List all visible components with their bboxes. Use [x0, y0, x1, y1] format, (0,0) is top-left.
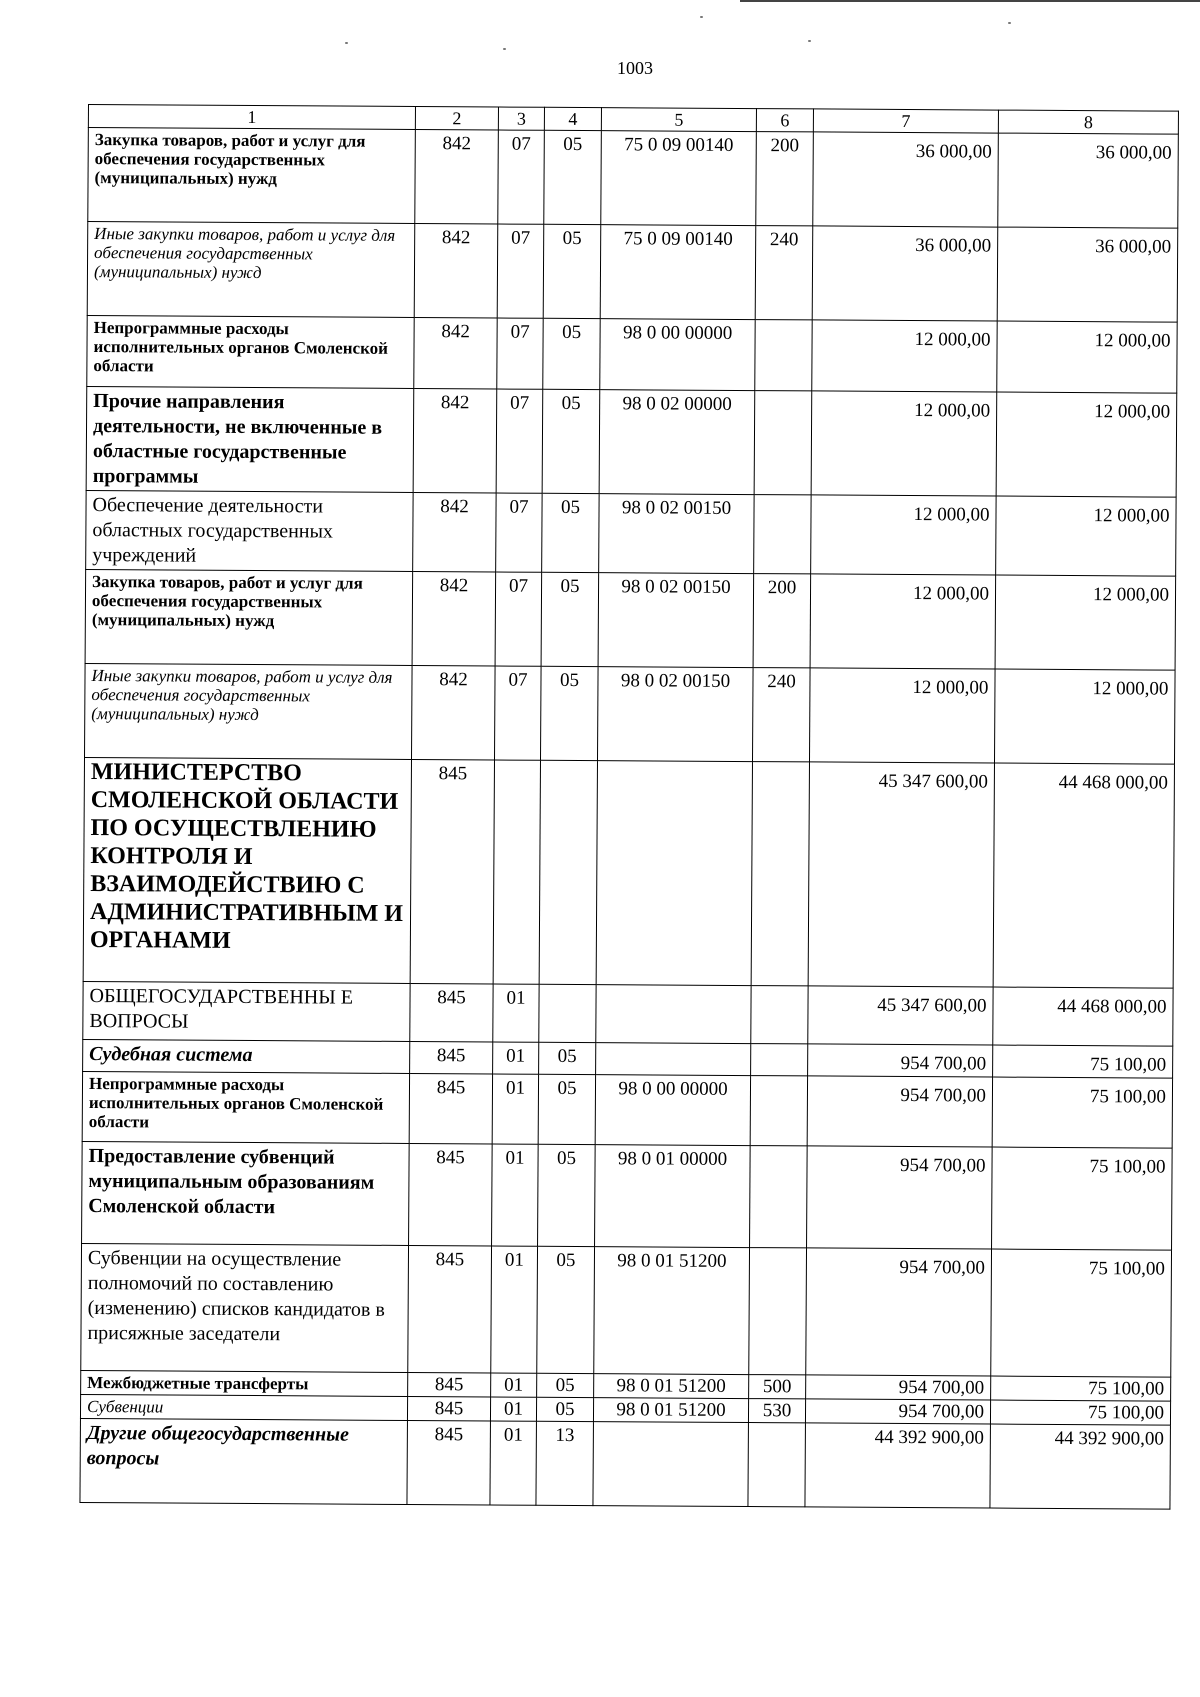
cell-col7 [807, 1076, 992, 1147]
cell-col2: 845 [408, 1245, 492, 1373]
cell-col6 [750, 1146, 808, 1248]
amount-value: 12 000,00 [1094, 401, 1171, 423]
cell-col2: 845 [409, 1073, 492, 1144]
cell-col8 [993, 1045, 1173, 1078]
budget-table [79, 104, 1179, 1510]
cell-col5 [593, 1422, 749, 1507]
cell-col5: 98 0 01 00000 [595, 1145, 751, 1248]
column-header: 1 [88, 105, 415, 130]
cell-col5: 98 0 01 51200 [593, 1398, 748, 1423]
cell-col7 [811, 495, 996, 575]
cell-col2: 842 [412, 571, 496, 666]
cell-col7 [812, 226, 998, 321]
amount-value: 12 000,00 [912, 583, 990, 605]
table-row [86, 386, 1177, 497]
cell-col4: 05 [539, 1042, 596, 1074]
cell-col4: 05 [537, 1246, 595, 1373]
table-row [85, 569, 1176, 670]
table-row [83, 981, 1173, 1046]
cell-col7 [808, 762, 994, 987]
cell-col3: 01 [493, 1042, 539, 1074]
cell-col3: 01 [490, 1397, 536, 1421]
cell-col6: 500 [749, 1375, 806, 1399]
table-row [80, 1418, 1170, 1509]
cell-col8 [992, 1147, 1173, 1250]
table-row [82, 1071, 1172, 1148]
cell-col3: 01 [490, 1421, 537, 1505]
cell-col6 [750, 1076, 807, 1146]
cell-col2: 842 [412, 665, 496, 760]
cell-col2: 845 [408, 1372, 491, 1397]
cell-col8 [995, 575, 1176, 670]
table-row [83, 757, 1174, 988]
cell-col4 [539, 984, 596, 1042]
cell-col5: 98 0 02 00150 [598, 573, 754, 668]
cell-col6 [754, 391, 812, 495]
scan-speck [700, 16, 703, 18]
cell-col5 [596, 761, 752, 986]
cell-col8 [997, 227, 1178, 322]
row-name: Межбюджетные трансферты [81, 1370, 408, 1396]
amount-value: 36 000,00 [915, 235, 992, 257]
cell-col8: 44 392 900,00 [990, 1424, 1171, 1509]
amount-value: 75 100,00 [1090, 1054, 1167, 1076]
cell-col4: 05 [541, 572, 599, 666]
amount-value: 44 468 000,00 [1057, 995, 1167, 1018]
cell-col4: 05 [536, 1397, 593, 1421]
amount-value: 954 700,00 [899, 1154, 986, 1177]
row-name: Иные закупки товаров, работ и услуг для обеспечения государственных (муниципальных) нужд [87, 222, 415, 318]
column-header: 2 [415, 107, 498, 131]
cell-col4: 05 [542, 389, 600, 493]
cell-col8 [996, 392, 1177, 497]
cell-col2: 842 [414, 223, 498, 318]
cell-col3: 01 [493, 984, 539, 1042]
amount-value: 44 468 000,00 [1058, 771, 1168, 794]
cell-col6 [749, 1248, 807, 1375]
amount-value: 954 700,00 [900, 1084, 987, 1107]
cell-col7 [811, 391, 997, 496]
cell-col7 [812, 320, 997, 392]
cell-col2: 842 [413, 492, 496, 572]
amount-value: 36 000,00 [915, 141, 992, 163]
cell-col3: 07 [495, 572, 542, 666]
row-name: Судебная система [83, 1039, 410, 1073]
cell-col2: 845 [410, 1041, 493, 1074]
cell-col2: 845 [407, 1396, 490, 1421]
cell-col4: 05 [542, 493, 599, 572]
row-name: Обеспечение деятельности областных государственных учреждений [86, 490, 413, 571]
cell-col4: 05 [543, 224, 601, 318]
cell-col5 [596, 1043, 751, 1076]
cell-col5: 98 0 00 00000 [595, 1075, 750, 1146]
cell-col4: 05 [543, 318, 600, 389]
row-name: Прочие направления деятельности, не включенные в областные государственные программы [86, 386, 414, 492]
page-number: 1003 [617, 58, 653, 78]
amount-value: 12 000,00 [1092, 678, 1169, 700]
cell-col7 [810, 574, 996, 669]
cell-col5: 75 0 09 00140 [600, 225, 756, 320]
cell-col4: 13 [536, 1421, 594, 1505]
cell-col7: 44 392 900,00 [805, 1423, 991, 1508]
amount-value: 36 000,00 [1095, 142, 1172, 164]
cell-col6 [754, 495, 811, 574]
table-row [86, 490, 1176, 576]
cell-col6: 530 [748, 1399, 805, 1423]
column-header: 4 [544, 107, 601, 130]
row-name: Субвенции на осуществление полномочий по составлению (изменению) списков кандидатов в присяжные заседатели [81, 1243, 409, 1372]
cell-col8: 75 100,00 [990, 1400, 1170, 1425]
amount-value: 12 000,00 [913, 504, 990, 526]
table-row [88, 128, 1179, 229]
cell-col6: 240 [755, 226, 813, 320]
amount-value: 45 347 600,00 [877, 994, 987, 1017]
amount-value: 75 100,00 [1089, 1156, 1166, 1178]
amount-value: 36 000,00 [1095, 236, 1172, 258]
amount-value: 954 700,00 [900, 1052, 987, 1075]
cell-col2: 842 [413, 388, 497, 493]
cell-col4: 05 [538, 1074, 595, 1144]
cell-col6 [751, 1044, 808, 1076]
cell-col8 [996, 496, 1176, 576]
row-name: Непрограммные расходы исполнительных органов Смоленской области [87, 315, 414, 388]
cell-col7 [808, 1044, 993, 1077]
cell-col5: 98 0 01 51200 [594, 1374, 749, 1399]
scan-speck [345, 42, 348, 44]
cell-col4: 05 [544, 130, 602, 224]
column-header: 6 [756, 109, 813, 132]
cell-col4: 05 [538, 1144, 596, 1246]
cell-col2: 845 [410, 759, 494, 984]
table-row [82, 1141, 1173, 1250]
amount-value: 75 100,00 [1088, 1258, 1165, 1280]
cell-col7: 954 700,00 [805, 1399, 990, 1424]
cell-col5: 98 0 02 00150 [597, 667, 753, 762]
amount-value: 954 700,00 [899, 1256, 985, 1279]
scan-speck [503, 48, 506, 50]
cell-col5: 98 0 02 00000 [599, 390, 755, 495]
amount-value: 12 000,00 [914, 329, 991, 351]
cell-col6 [748, 1423, 806, 1507]
cell-col6: 200 [753, 574, 811, 668]
cell-col4: 05 [540, 666, 598, 760]
cell-col5: 98 0 00 00000 [600, 319, 755, 391]
cell-col8 [991, 1249, 1172, 1377]
cell-col5: 98 0 01 51200 [594, 1247, 750, 1375]
amount-value: 12 000,00 [914, 400, 991, 422]
amount-value: 12 000,00 [1093, 505, 1170, 527]
row-name: Предоставление субвенций муниципальным образованиям Смоленской области [82, 1141, 410, 1245]
row-name: Другие общегосударственные вопросы [80, 1418, 408, 1504]
cell-col2: 845 [409, 1143, 493, 1246]
table-row [87, 222, 1178, 323]
cell-col3: 01 [491, 1246, 538, 1373]
row-name: Непрограммные расходы исполнительных органов Смоленской области [82, 1071, 409, 1143]
cell-col6 [751, 986, 808, 1044]
row-name: Закупка товаров, работ и услуг для обеспечения государственных (муниципальных) нужд [88, 128, 416, 224]
amount-value: 45 347 600,00 [878, 770, 988, 793]
cell-col2: 845 [410, 983, 493, 1042]
column-header: 5 [601, 108, 756, 132]
cell-col5: 75 0 09 00140 [601, 131, 757, 226]
row-name: Закупка товаров, работ и услуг для обеспечения государственных (муниципальных) нужд [85, 569, 413, 665]
row-name: ОБЩЕГОСУДАРСТВЕННЫ Е ВОПРОСЫ [83, 981, 410, 1041]
cell-col3 [493, 760, 540, 984]
cell-col3: 07 [496, 389, 543, 493]
cell-col8 [993, 763, 1174, 988]
cell-col4: 05 [537, 1373, 594, 1397]
cell-col6: 200 [756, 132, 814, 226]
cell-col6 [751, 762, 809, 986]
row-name: Субвенции [80, 1394, 407, 1420]
cell-col7 [809, 668, 995, 763]
column-header: 7 [813, 109, 998, 133]
cell-col7 [808, 986, 993, 1045]
cell-col3: 07 [498, 130, 545, 224]
cell-col3: 01 [491, 1373, 537, 1397]
cell-col2: 842 [415, 130, 499, 225]
cell-col8 [998, 133, 1179, 228]
amount-value: 75 100,00 [1089, 1086, 1167, 1108]
cell-col7 [807, 1146, 993, 1249]
amount-value: 12 000,00 [912, 677, 989, 699]
cell-col3: 07 [497, 224, 544, 318]
cell-col8 [994, 669, 1175, 764]
cell-col6: 240 [752, 668, 810, 762]
cell-col7 [813, 132, 999, 227]
cell-col6 [755, 320, 812, 391]
column-header: 8 [998, 110, 1178, 134]
amount-value: 12 000,00 [1092, 584, 1170, 606]
cell-col8 [997, 321, 1177, 393]
row-name: Иные закупки товаров, работ и услуг для обеспечения государственных (муниципальных) нужд [85, 663, 413, 759]
column-header: 3 [498, 107, 544, 130]
cell-col3: 07 [495, 666, 542, 760]
cell-col3: 01 [492, 1074, 538, 1144]
cell-col4 [539, 760, 597, 984]
scan-speck [1008, 22, 1011, 24]
cell-col2: 842 [414, 317, 497, 389]
table-row [85, 663, 1176, 764]
cell-col3: 07 [496, 493, 542, 572]
cell-col5 [596, 985, 751, 1044]
scan-edge-line [740, 0, 1200, 2]
cell-col3: 01 [492, 1144, 539, 1246]
cell-col8 [992, 1077, 1172, 1148]
cell-col5: 98 0 02 00150 [599, 494, 754, 574]
cell-col8: 75 100,00 [991, 1376, 1171, 1401]
table-row [81, 1243, 1172, 1377]
scan-speck [808, 40, 811, 42]
cell-col2: 845 [407, 1420, 491, 1505]
table-row [87, 315, 1177, 393]
amount-value: 12 000,00 [1094, 330, 1171, 352]
cell-col8 [993, 987, 1173, 1046]
cell-col3: 07 [497, 318, 543, 389]
cell-col7: 954 700,00 [806, 1375, 991, 1400]
cell-col7 [806, 1248, 992, 1376]
row-name: МИНИСТЕРСТВО СМОЛЕНСКОЙ ОБЛАСТИ ПО ОСУЩЕСТВЛЕНИЮ КОНТРОЛЯ И ВЗАИМОДЕЙСТВИЮ С АДМИНИСТРАТИВНЫМ И ОРГАНАМИ [83, 757, 411, 983]
